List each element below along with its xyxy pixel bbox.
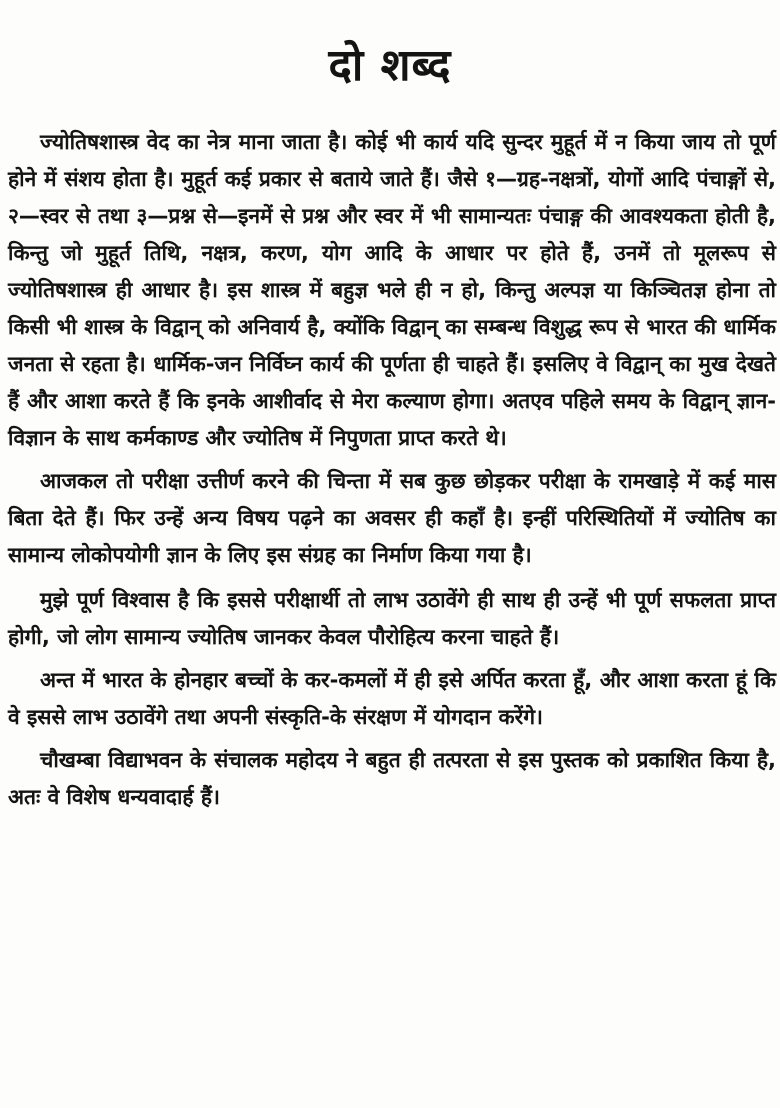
paragraph-5: चौखम्बा विद्याभवन के संचालक महोदय ने बहुत ही तत्परता से इस पुस्तक को प्रकाशित किया है, अतः वे विशेष धन्यवादार्ह हैं। [8, 748, 776, 809]
paragraph-2: आजकल तो परीक्षा उत्तीर्ण करने की चिन्ता में सब कुछ छोड़कर परीक्षा के रामखाड़े में कई मास बिता देते हैं। फिर उन्हें अन्य विषय पढ़ने का अवसर ही कहाँ है। इन्हीं परिस्थितियों में ज्योतिष का सामान्य लोकोपयोगी ज्ञान के लिए इस संग्रह का निर्माण किया गया है। [8, 469, 776, 567]
paragraph-4: अन्त में भारत के होनहार बच्चों के कर-कमलों में ही इसे अर्पित करता हूँ, और आशा करता हूं कि वे इससे लाभ उठावेंगे तथा अपनी संस्कृति-के संरक्षण में योगदान करेंगे। [8, 668, 776, 729]
page-title: दो शब्द [328, 40, 452, 91]
paragraph-1: ज्योतिषशास्त्र वेद का नेत्र माना जाता है। कोई भी कार्य यदि सुन्दर मुहूर्त में न किया जाय तो पूर्ण होने में संशय होता है। मुहूर्त कई प्रकार से बताये जाते हैं। जैसे १—ग्रह-नक्षत्रों, योगों आदि पंचाङ्गों से, २—स्वर से तथा ३—प्रश्न से—इनमें से प्रश्न और स्वर में भी सामान्यतः पंचाङ्ग की आवश्यकता होती है, किन्तु जो मुहूर्त तिथि, नक्षत्र, करण, योग आदि के आधार पर होते हैं, उनमें तो मूलरूप से ज्योतिषशास्त्र ही आधार है। इस शास्त्र में बहुज्ञ भले ही न हो, किन्तु अल्पज्ञ या किञ्चितज्ञ होना तो किसी भी शास्त्र के विद्वान् को अनिवार्य है, क्योंकि विद्वान् का सम्बन्ध विशुद्ध रूप से भारत की धार्मिक जनता से रहता है। धार्मिक-जन निर्विघ्न कार्य की पूर्णता ही चाहते हैं। इसलिए वे विद्वान् का मुख देखते हैं और आशा करते हैं कि इनके आशीर्वाद से मेरा कल्याण होगा। अतएव पहिले समय के विद्वान् ज्ञान-विज्ञान के साथ कर्मकाण्ड और ज्योतिष में निपुणता प्राप्त करते थे। [8, 130, 776, 450]
preface-body [8, 124, 776, 816]
paragraph-3: मुझे पूर्ण विश्वास है कि इससे परीक्षार्थी तो लाभ उठावेंगे ही साथ ही उन्हें भी पूर्ण सफलता प्राप्त होगी, जो लोग सामान्य ज्योतिष जानकर केवल पौरोहित्य करना चाहते हैं। [8, 588, 776, 649]
